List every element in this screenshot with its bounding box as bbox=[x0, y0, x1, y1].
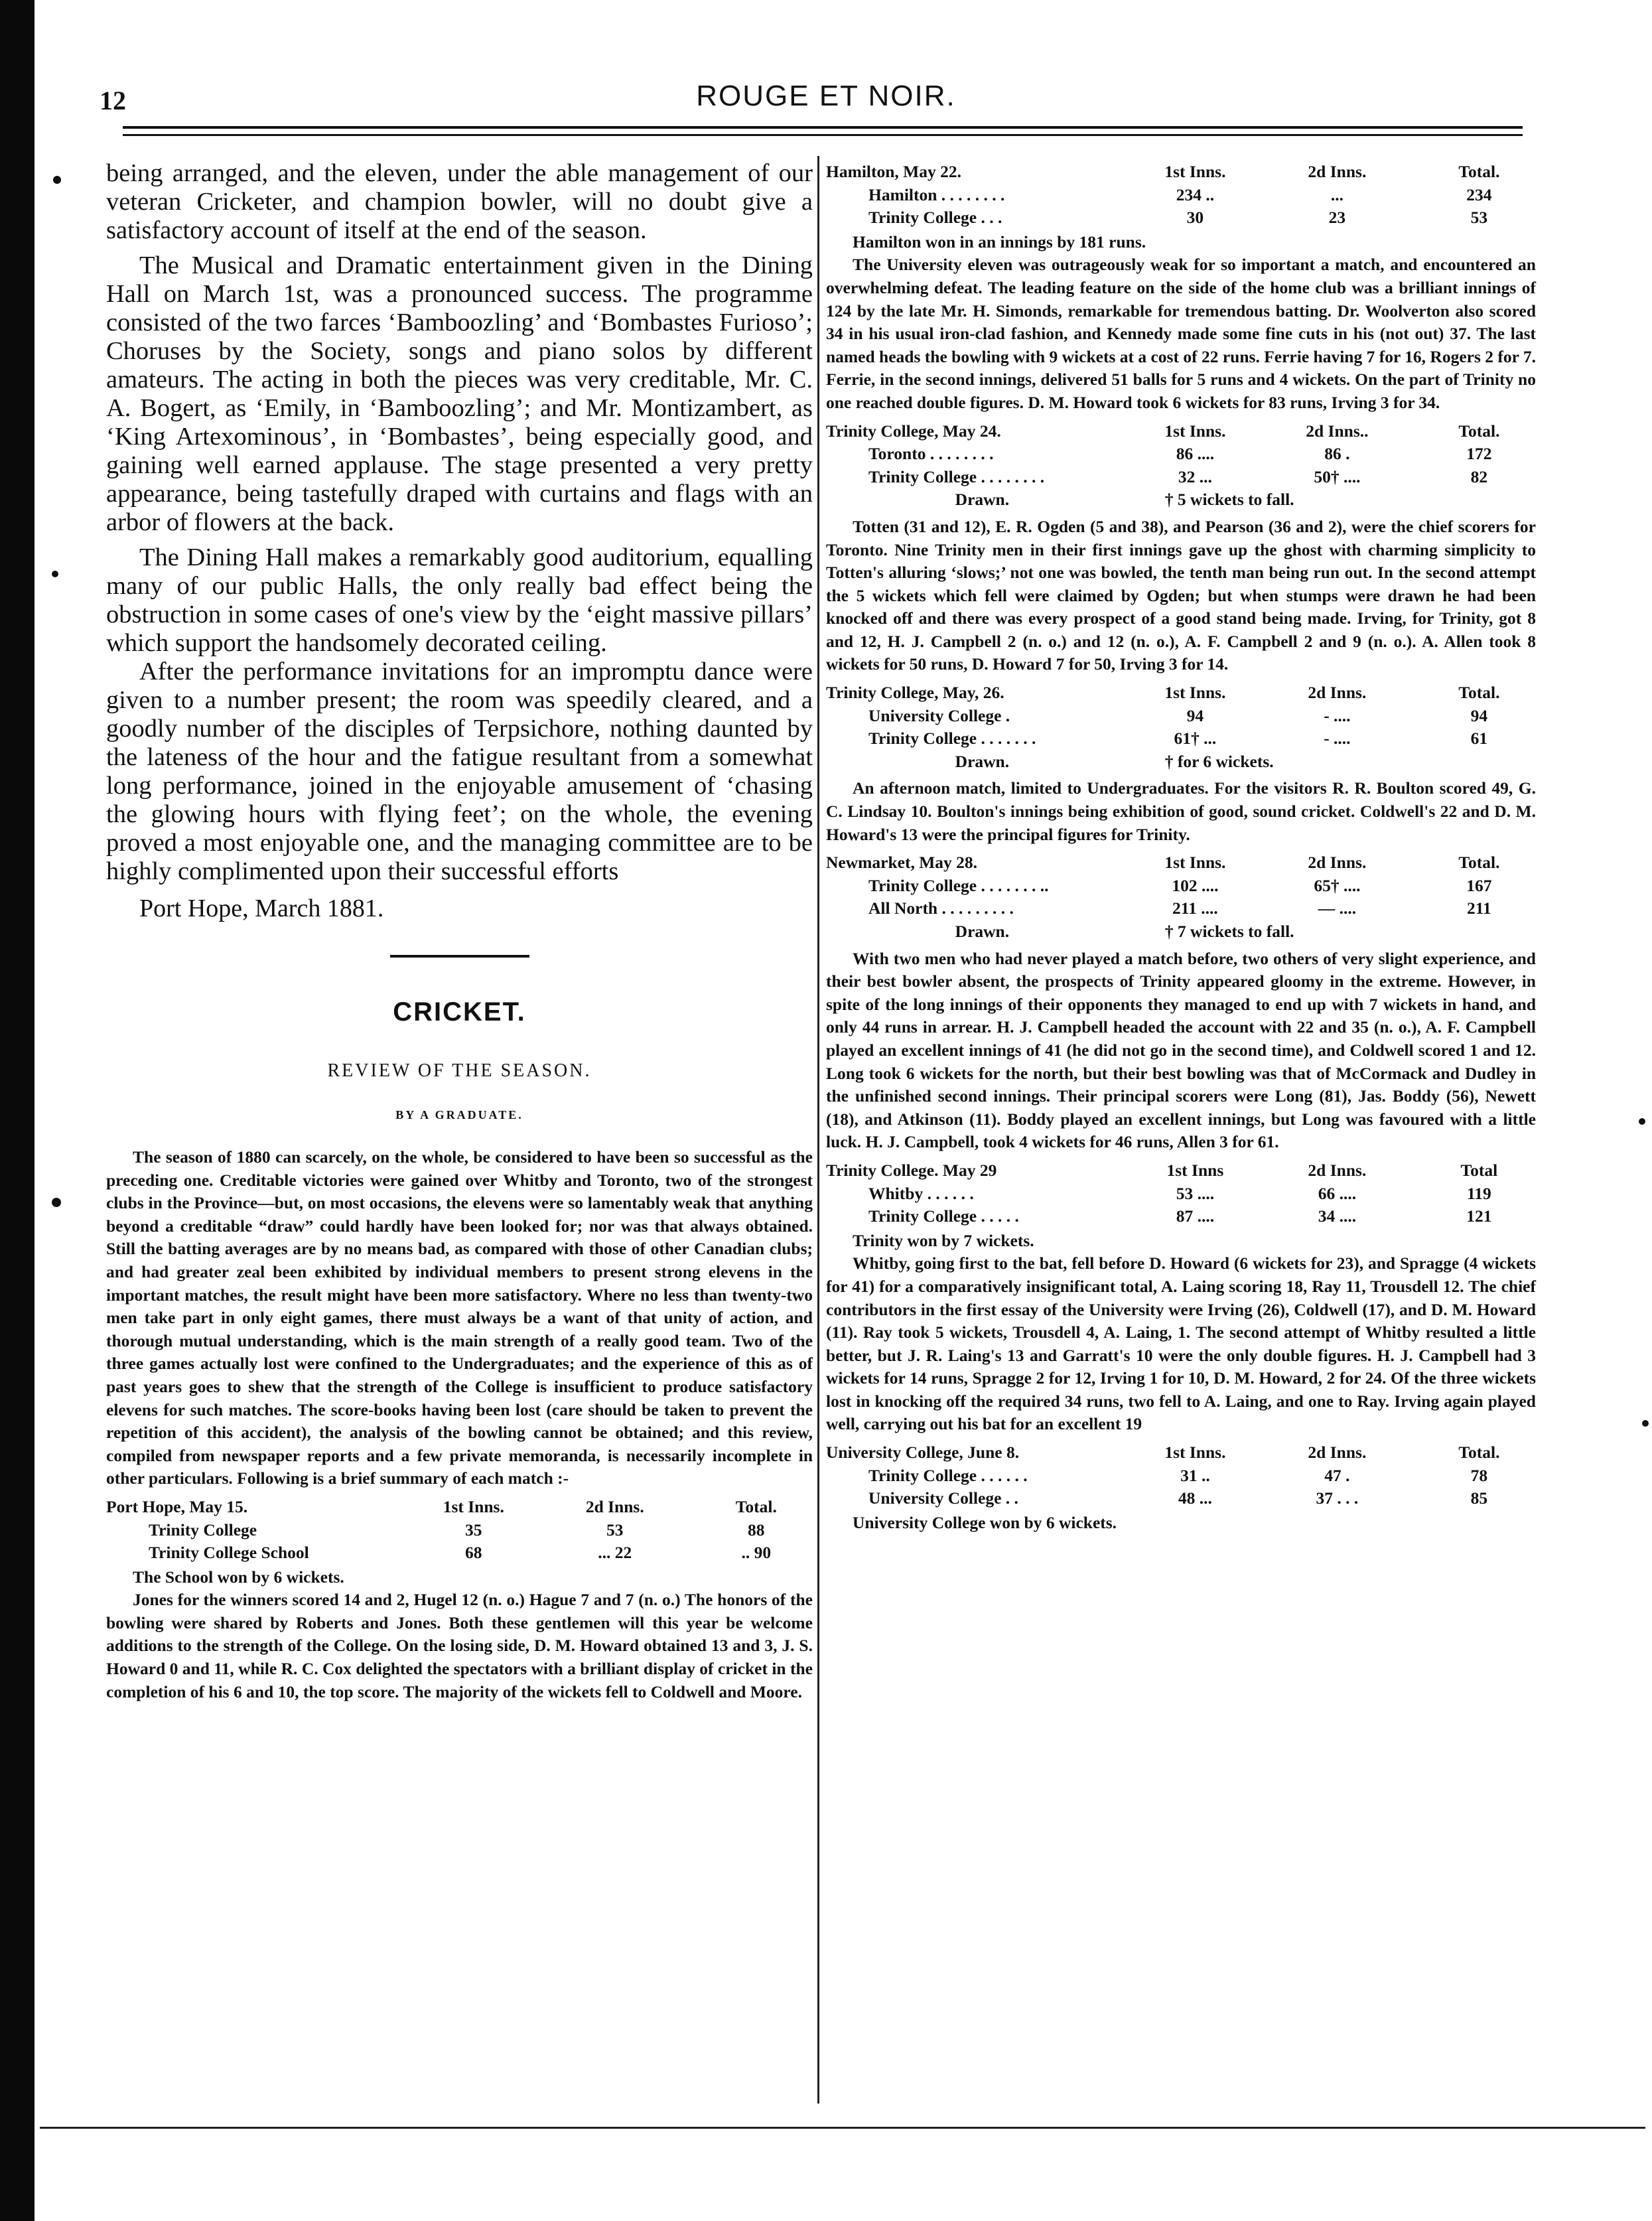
match-result: Hamilton won in an innings by 181 runs. bbox=[853, 232, 1146, 251]
second-innings-score: 47 . bbox=[1324, 1465, 1350, 1485]
match-report: Jones for the winners scored 14 and 2, Hugel 12 (n. o.) Hague 7 and 7 (n. o.) The honors of the bowling were shared by Roberts and Jones. Both these gentlemen will this year be welcome additions to the strength of the College. On the losing side, D. M. Howard obtained 13 and 3, J. S. Howard 0 and 11, while R. C. Cox delighted the spectators with a brilliant display of cricket in the completion of his 6 and 10, the top score. The majority of the wickets fell to Coldwell and Moore. bbox=[106, 1590, 813, 1701]
match-venue-date: Port Hope, May 15. bbox=[106, 1496, 248, 1516]
scorecard-header bbox=[826, 1159, 1536, 1182]
col-first-innings: 1st Inns. bbox=[1164, 683, 1226, 703]
match-report: The University eleven was outrageously weak for so important a match, and encountered an overwhelming defeat. The leading feature on the side of the home club was a brilliant innings of 124 by the late Mr. H. Simonds, remarkable for tremendous batting. Dr. Woolverton also scored 34 in his usual iron-clad fashion, and Kennedy made some fine cuts in his (not out) 37. The last named heads the bowling with 9 wickets at a cost of 22 runs. Ferrie having 7 for 16, Rogers 2 for 7. Ferrie, in the second innings, delivered 51 balls for 5 runs and 4 wickets. On the part of Trinity no one reached double figures. D. M. Howard took 6 wickets for 83 runs, Irving 3 for 34. bbox=[826, 255, 1537, 412]
match-result: Drawn. bbox=[955, 922, 1010, 941]
second-innings-score: 53 bbox=[606, 1520, 624, 1540]
match-result: University College won by 6 wickets. bbox=[853, 1512, 1117, 1532]
scorecard-row bbox=[826, 897, 1536, 920]
scorecard-result-row bbox=[826, 920, 1536, 944]
page-number: 12 bbox=[100, 86, 126, 115]
total-score: 85 bbox=[1470, 1488, 1488, 1508]
col-total: Total. bbox=[1458, 683, 1500, 703]
scorecard-row bbox=[826, 727, 1536, 751]
match-venue-date: Trinity College. May 29 bbox=[826, 1160, 997, 1180]
scorecard-row bbox=[826, 443, 1536, 466]
total-score: 234 bbox=[1466, 184, 1492, 204]
section-divider bbox=[390, 955, 529, 958]
col-second-innings: 2d Inns. bbox=[1308, 1443, 1367, 1463]
col-second-innings: 2d Inns.. bbox=[1306, 421, 1369, 441]
scorecard-row bbox=[826, 1205, 1536, 1228]
punch-mark bbox=[52, 1198, 61, 1207]
scorecard-row bbox=[826, 206, 1536, 230]
paragraph: The Musical and Dramatic entertainment given in the Dining Hall on March 1st, was a pronounced success. The programme consisted of the two farces ‘Bamboozling’ and ‘Bombastes Furioso’; Choruses by the Society, songs and piano solos by different amateurs. The acting in both the pieces was very creditable, Mr. C. A. Bogert, as ‘Emily, in ‘Bamboozling’; and Mr. Montizambert, as ‘King Artexominous’, in ‘Bombastes’, being especially good, and gaining well earned applause. The stage presented a very pretty appearance, being tastefully draped with curtains and flags with an arbor of flowers at the back. bbox=[106, 251, 813, 536]
scorecard-row bbox=[826, 184, 1536, 207]
match-venue-date: Newmarket, May 28. bbox=[826, 853, 978, 873]
match-result: Trinity won by 7 wickets. bbox=[853, 1230, 1034, 1250]
scorecard-row bbox=[826, 1465, 1536, 1488]
first-innings-score: 94 bbox=[1186, 705, 1204, 725]
first-innings-score: 68 bbox=[465, 1543, 482, 1563]
scorecard-university bbox=[826, 681, 1536, 773]
scorecard-row bbox=[826, 875, 1536, 898]
scorecard-header bbox=[826, 161, 1536, 184]
scorecard-row bbox=[106, 1519, 813, 1542]
second-innings-score: 65† .... bbox=[1314, 875, 1361, 895]
scan-margin-bar bbox=[0, 0, 34, 2221]
scorecard-toronto bbox=[826, 420, 1536, 512]
match-report: With two men who had never played a match before, two others of very slight experience, and their best bowler absent, the prospects of Trinity appeared gloomy in the extreme. However, in spite of the long innings of their opponents they managed to end up with 7 wickets in hand, and only 44 runs in arrear. H. J. Campbell headed the account with 22 and 35 (n. o.), A. F. Campbell played an excellent innings of 41 (he did not go in the second time), and Coldwell scored 1 and 12. Long took 6 wickets for the north, but their best bowling was that of McCormack and Dudley in the unfinished second innings. Their principal scorers were Long (81), Jas. Boddy (56), Newett (18), and Atkinson (11). Boddy played an excellent innings, but Long was favoured with a little luck. H. J. Campbell, took 4 wickets for 46 runs, Allen 3 for 61. bbox=[826, 948, 1536, 1152]
col-total: Total. bbox=[735, 1496, 777, 1516]
first-innings-score: 35 bbox=[465, 1520, 482, 1540]
first-innings-score: 53 .... bbox=[1176, 1183, 1215, 1203]
scorecard-university-june bbox=[826, 1441, 1536, 1510]
first-innings-score: 87 .... bbox=[1176, 1206, 1215, 1226]
scorecard-row bbox=[826, 705, 1536, 728]
header-rule bbox=[123, 126, 1523, 129]
scorecard-row bbox=[826, 1182, 1536, 1206]
col-second-innings: 2d Inns. bbox=[1308, 683, 1367, 703]
team-name: Trinity College . . . . . . . . bbox=[868, 466, 1045, 486]
team-name: Trinity College School bbox=[149, 1543, 309, 1563]
match-venue-date: Hamilton, May 22. bbox=[826, 162, 961, 181]
team-name: Toronto . . . . . . . . bbox=[868, 444, 994, 464]
scorecard-row bbox=[106, 1541, 813, 1565]
column-divider bbox=[817, 156, 819, 2104]
punch-mark bbox=[1639, 1118, 1645, 1125]
page-bottom-edge bbox=[40, 2127, 1645, 2129]
col-first-innings: 1st Inns. bbox=[1164, 421, 1226, 441]
first-innings-score: 61† ... bbox=[1174, 729, 1217, 749]
col-total: Total. bbox=[1458, 162, 1500, 181]
first-innings-score: 31 .. bbox=[1180, 1465, 1210, 1485]
review-paragraph: The season of 1880 can scarcely, on the whole, be considered to have been so successful as the preceding one. Creditable victories were gained over Whitby and Toronto, two of the strongest clubs in the Province—but, on most occasions, the elevens were so lamentably weak that anything beyond a creditable “draw” could hardly have been looked for; nor was that always obtained. Still the batting averages are by no means bad, as compared with those of other Canadian clubs; and had greater zeal been exhibited by individual members to present strong elevens in the important matches, the result might have been more satisfactory. Where no less than twenty-two men take part in only eight games, there must always be a want of that unity of action, and thorough mutual understanding, which is the main strength of a really good team. Two of the three games actually lost were confined to the Undergraduates; and the experience of this as of past years goes to shew that the strength of the College is insufficient to produce satisfactory elevens for such matches. The score-books having been lost (care should be taken to prevent the repetition of this accident), the analysis of the bowling cannot be obtained; and this review, compiled from newspaper reports and a few private memoranda, is necessarily incomplete in other particulars. Following is a brief summary of each match :- bbox=[106, 1147, 813, 1488]
second-innings-score: 50† .... bbox=[1314, 466, 1361, 486]
scorecard-row bbox=[826, 466, 1536, 489]
second-innings-score: 34 .... bbox=[1318, 1206, 1357, 1226]
col-first-innings: 1st Inns. bbox=[443, 1496, 504, 1516]
second-innings-score: 66 .... bbox=[1318, 1183, 1357, 1203]
punch-mark bbox=[52, 571, 58, 577]
second-innings-score: - .... bbox=[1324, 729, 1351, 749]
signoff: Port Hope, March 1881. bbox=[139, 895, 384, 922]
second-innings-score: 23 bbox=[1328, 208, 1346, 228]
total-score: 121 bbox=[1466, 1206, 1492, 1226]
second-innings-score: — .... bbox=[1318, 898, 1357, 918]
running-title: ROUGE ET NOIR. bbox=[696, 80, 956, 112]
col-total: Total. bbox=[1458, 853, 1500, 873]
col-second-innings: 2d Inns. bbox=[1308, 853, 1367, 873]
col-total: Total. bbox=[1458, 421, 1500, 441]
first-innings-score: 48 ... bbox=[1178, 1488, 1212, 1508]
team-name: University College . bbox=[868, 705, 1010, 725]
match-report: Totten (31 and 12), E. R. Ogden (5 and 38), and Pearson (36 and 2), were the chief scorers for Toronto. Nine Trinity men in their first innings gave up the ghost with charming simplicity to Totten's alluring ‘slows;’ not one was bowled, the tenth man being run out. In the second attempt the 5 wickets which fell were claimed by Ogden; but when stumps were drawn he had been knocked off and there was every prospect of a good stand being made. Irving, for Trinity, got 8 and 12, H. J. Campbell 2 (n. o.) and 12 (n. o.), A. F. Campbell 2 and 9 (n. o.). A. Allen took 8 wickets for 50 runs, D. Howard 7 for 50, Irving 3 for 14. bbox=[826, 516, 1536, 674]
byline: BY A GRADUATE. bbox=[395, 1108, 523, 1121]
team-name: Whitby . . . . . . bbox=[868, 1183, 974, 1203]
left-column bbox=[106, 159, 813, 1703]
second-innings-score: 37 . . . bbox=[1316, 1488, 1359, 1508]
total-score: .. 90 bbox=[741, 1543, 772, 1563]
col-total: Total bbox=[1460, 1160, 1498, 1180]
team-name: Trinity College . . . . . . bbox=[868, 1465, 1028, 1485]
col-first-innings: 1st Inns. bbox=[1164, 162, 1226, 181]
total-score: 94 bbox=[1470, 705, 1488, 725]
match-report: An afternoon match, limited to Undergraduates. For the visitors R. R. Boulton scored 49, G. C. Lindsay 10. Boulton's innings being exhibition of good, sound cricket. Coldwell's 22 and D. M. Howard's 13 were the principal figures for Trinity. bbox=[826, 778, 1536, 844]
match-result: The School won by 6 wickets. bbox=[133, 1567, 344, 1587]
match-report: Whitby, going first to the bat, fell before D. Howard (6 wickets for 23), and Spragge (4 wickets for 41) for a comparatively insignificant total, A. Laing scoring 18, Ray 11, Trousdell 12. The chief contributors in the first essay of the University were Irving (26), Coldwell (17), and D. M. Howard (11). Ray took 5 wickets, Trousdell 4, A. Laing, 1. The second attempt of Whitby resulted a little better, but J. R. Laing's 13 and Garratt's 10 were the only double figures. H. J. Campbell had 3 wickets for 14 runs, Spragge 2 for 12, Irving 1 for 10, D. M. Howard, 2 for 24. Of the three wickets lost in knocking off the required 34 runs, two fell to A. Laing, and one to Ray. Irving again played well, carrying out his bat for an excellent 19 bbox=[826, 1254, 1536, 1434]
paragraph: After the performance invitations for an impromptu dance were given to a number present; the room was speedily cleared, and a goodly number of the disciples of Terpsichore, nothing daunted by the lateness of the hour and the fatigue resultant from a somewhat long performance, joined in the enjoyable amusement of ‘chasing the glowing hours with flying feet’; on the whole, the evening proved a most enjoyable one, and the managing committee are to be highly complimented upon their successful efforts bbox=[106, 658, 813, 885]
team-name: Trinity College . . . . . bbox=[868, 1206, 1019, 1226]
right-column bbox=[826, 159, 1536, 1534]
paragraph: being arranged, and the eleven, under the able management of our veteran Cricketer, and champion bowler, will no doubt give a satisfactory account of itself at the end of the season. bbox=[106, 159, 813, 244]
second-innings-score: ... bbox=[1330, 184, 1343, 204]
match-result: Drawn. bbox=[955, 751, 1010, 771]
header-rule bbox=[123, 134, 1523, 136]
paragraph: The Dining Hall makes a remarkably good auditorium, equalling many of our public Halls, the only really bad effect being the obstruction in some cases of one's view by the ‘eight massive pillars’ which support the handsomely decorated ceiling. bbox=[106, 543, 813, 657]
scorecard-result-row bbox=[826, 751, 1536, 774]
col-first-innings: 1st Inns. bbox=[1164, 853, 1226, 873]
section-subtitle: REVIEW OF THE SEASON. bbox=[327, 1060, 592, 1081]
first-innings-score: 86 .... bbox=[1176, 444, 1215, 464]
scorecard-port-hope bbox=[106, 1496, 813, 1565]
first-innings-score: 30 bbox=[1186, 208, 1204, 228]
team-name: University College . . bbox=[868, 1488, 1018, 1508]
scorecard-header bbox=[826, 1441, 1536, 1465]
total-score: 172 bbox=[1466, 444, 1492, 464]
section-title: CRICKET. bbox=[393, 997, 526, 1027]
scorecard-header bbox=[826, 420, 1536, 443]
scorecard-row bbox=[826, 1487, 1536, 1510]
total-score: 61 bbox=[1470, 729, 1488, 749]
col-second-innings: 2d Inns. bbox=[1308, 162, 1367, 181]
total-score: 119 bbox=[1466, 1183, 1491, 1203]
scorecard-result-row bbox=[826, 488, 1536, 512]
col-total: Total. bbox=[1458, 1443, 1500, 1463]
team-name: Trinity College . . . bbox=[868, 208, 1002, 228]
total-score: 167 bbox=[1466, 875, 1492, 895]
total-score: 211 bbox=[1466, 898, 1491, 918]
total-score: 82 bbox=[1470, 466, 1488, 486]
result-footnote: † for 6 wickets. bbox=[1164, 751, 1274, 771]
total-score: 78 bbox=[1470, 1465, 1488, 1485]
col-first-innings: 1st Inns. bbox=[1164, 1443, 1226, 1463]
team-name: Trinity College . . . . . . . .. bbox=[868, 875, 1049, 895]
col-first-innings: 1st Inns bbox=[1166, 1160, 1224, 1180]
total-score: 88 bbox=[748, 1520, 765, 1540]
result-footnote: † 7 wickets to fall. bbox=[1164, 922, 1294, 941]
total-score: 53 bbox=[1470, 208, 1488, 228]
team-name: Trinity College . . . . . . . bbox=[868, 729, 1036, 749]
scorecard-hamilton bbox=[826, 161, 1536, 230]
first-innings-score: 102 .... bbox=[1172, 875, 1219, 895]
second-innings-score: 86 . bbox=[1324, 444, 1350, 464]
team-name: All North . . . . . . . . . bbox=[868, 898, 1014, 918]
second-innings-score: - .... bbox=[1324, 705, 1351, 725]
first-innings-score: 211 .... bbox=[1172, 898, 1218, 918]
col-second-innings: 2d Inns. bbox=[585, 1496, 644, 1516]
scorecard-header bbox=[106, 1496, 813, 1519]
punch-mark bbox=[1642, 1420, 1649, 1427]
match-result: Drawn. bbox=[955, 490, 1010, 510]
col-second-innings: 2d Inns. bbox=[1308, 1160, 1367, 1180]
punch-mark bbox=[53, 176, 61, 184]
team-name: Trinity College bbox=[149, 1520, 257, 1540]
scorecard-whitby bbox=[826, 1159, 1536, 1228]
result-footnote: † 5 wickets to fall. bbox=[1164, 490, 1294, 510]
first-innings-score: 32 ... bbox=[1178, 466, 1212, 486]
scorecard-header bbox=[826, 851, 1536, 875]
match-venue-date: University College, June 8. bbox=[826, 1443, 1020, 1463]
match-venue-date: Trinity College, May, 26. bbox=[826, 683, 1004, 703]
match-venue-date: Trinity College, May 24. bbox=[826, 421, 1001, 441]
second-innings-score: ... 22 bbox=[598, 1543, 632, 1563]
scorecard-newmarket bbox=[826, 851, 1536, 943]
first-innings-score: 234 .. bbox=[1176, 184, 1215, 204]
scorecard-header bbox=[826, 681, 1536, 705]
team-name: Hamilton . . . . . . . . bbox=[868, 184, 1005, 204]
